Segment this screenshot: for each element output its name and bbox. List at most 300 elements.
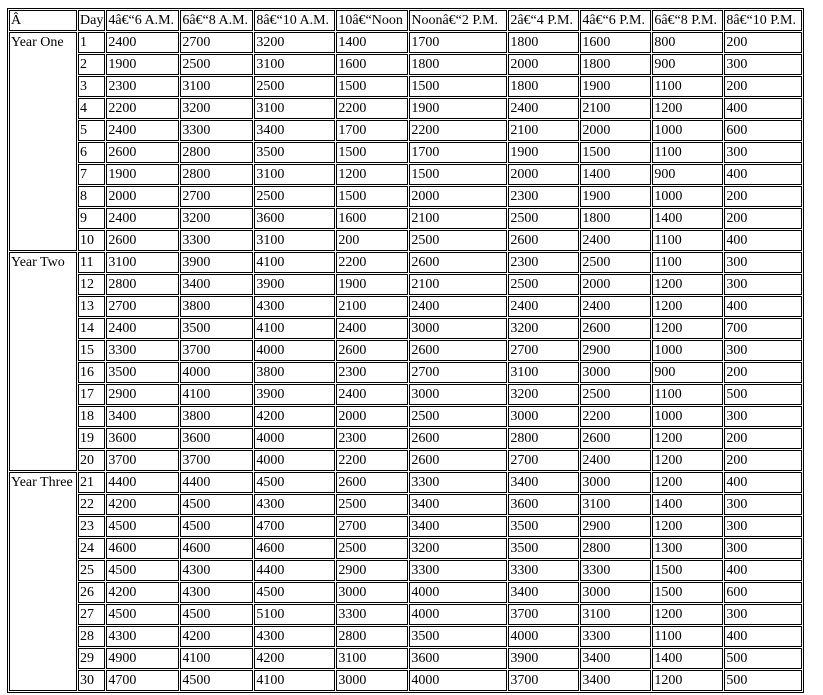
day-cell: 29 xyxy=(78,648,105,669)
value-cell: 1400 xyxy=(652,648,723,669)
value-cell: 4000 xyxy=(254,450,335,471)
table-row xyxy=(9,670,802,691)
value-cell: 1700 xyxy=(336,120,408,141)
column-header: 8â€“10 P.M. xyxy=(724,10,802,31)
value-cell: 4100 xyxy=(180,384,253,405)
table-body xyxy=(9,32,802,691)
value-cell: 4500 xyxy=(254,582,335,603)
value-cell: 3900 xyxy=(508,648,579,669)
value-cell: 300 xyxy=(724,274,802,295)
value-cell: 1200 xyxy=(652,296,723,317)
value-cell: 2400 xyxy=(580,296,651,317)
value-cell: 2500 xyxy=(508,274,579,295)
value-cell: 4700 xyxy=(106,670,179,691)
value-cell: 2600 xyxy=(508,230,579,251)
value-cell: 1200 xyxy=(652,318,723,339)
value-cell: 3700 xyxy=(180,450,253,471)
value-cell: 2500 xyxy=(180,54,253,75)
value-cell: 4200 xyxy=(254,406,335,427)
value-cell: 2800 xyxy=(180,142,253,163)
value-cell: 5100 xyxy=(254,604,335,625)
value-cell: 2700 xyxy=(409,362,507,383)
value-cell: 2100 xyxy=(580,98,651,119)
value-cell: 3500 xyxy=(508,516,579,537)
value-cell: 4100 xyxy=(254,252,335,273)
day-cell: 10 xyxy=(78,230,105,251)
value-cell: 1400 xyxy=(652,494,723,515)
column-header: 2â€“4 P.M. xyxy=(508,10,579,31)
value-cell: 3500 xyxy=(508,538,579,559)
value-cell: 1900 xyxy=(106,164,179,185)
value-cell: 1800 xyxy=(508,32,579,53)
value-cell: 1100 xyxy=(652,230,723,251)
value-cell: 2300 xyxy=(508,186,579,207)
value-cell: 1900 xyxy=(336,274,408,295)
value-cell: 4100 xyxy=(254,670,335,691)
day-cell: 22 xyxy=(78,494,105,515)
day-cell: 23 xyxy=(78,516,105,537)
value-cell: 2400 xyxy=(580,230,651,251)
value-cell: 3200 xyxy=(409,538,507,559)
value-cell: 4000 xyxy=(409,670,507,691)
value-cell: 300 xyxy=(724,406,802,427)
value-cell: 2100 xyxy=(508,120,579,141)
day-cell: 20 xyxy=(78,450,105,471)
value-cell: 3300 xyxy=(336,604,408,625)
value-cell: 600 xyxy=(724,120,802,141)
value-cell: 1100 xyxy=(652,76,723,97)
value-cell: 1600 xyxy=(580,32,651,53)
day-cell: 25 xyxy=(78,560,105,581)
value-cell: 2200 xyxy=(580,406,651,427)
value-cell: 2400 xyxy=(508,296,579,317)
value-cell: 1700 xyxy=(409,32,507,53)
table-row xyxy=(9,494,802,515)
value-cell: 2300 xyxy=(106,76,179,97)
value-cell: 1100 xyxy=(652,142,723,163)
table-row xyxy=(9,626,802,647)
table-row xyxy=(9,384,802,405)
day-cell: 30 xyxy=(78,670,105,691)
day-cell: 18 xyxy=(78,406,105,427)
value-cell: 4500 xyxy=(106,604,179,625)
value-cell: 3400 xyxy=(409,516,507,537)
value-cell: 1500 xyxy=(652,560,723,581)
table-row xyxy=(9,32,802,53)
day-cell: 8 xyxy=(78,186,105,207)
value-cell: 2700 xyxy=(180,32,253,53)
value-cell: 2600 xyxy=(409,252,507,273)
day-cell: 16 xyxy=(78,362,105,383)
value-cell: 2400 xyxy=(106,318,179,339)
value-cell: 2500 xyxy=(254,186,335,207)
corner-cell: Â xyxy=(9,10,77,31)
day-cell: 6 xyxy=(78,142,105,163)
value-cell: 4500 xyxy=(180,670,253,691)
value-cell: 300 xyxy=(724,340,802,361)
day-cell: 26 xyxy=(78,582,105,603)
value-cell: 3500 xyxy=(254,142,335,163)
day-cell: 11 xyxy=(78,252,105,273)
value-cell: 200 xyxy=(724,208,802,229)
value-cell: 300 xyxy=(724,604,802,625)
value-cell: 3100 xyxy=(580,604,651,625)
value-cell: 300 xyxy=(724,142,802,163)
day-cell: 3 xyxy=(78,76,105,97)
value-cell: 3300 xyxy=(106,340,179,361)
value-cell: 1200 xyxy=(652,516,723,537)
value-cell: 400 xyxy=(724,98,802,119)
day-cell: 13 xyxy=(78,296,105,317)
table-row xyxy=(9,582,802,603)
value-cell: 3200 xyxy=(180,208,253,229)
value-cell: 2200 xyxy=(409,120,507,141)
table-row xyxy=(9,164,802,185)
value-cell: 3500 xyxy=(409,626,507,647)
value-cell: 400 xyxy=(724,296,802,317)
table-row xyxy=(9,428,802,449)
table-row xyxy=(9,274,802,295)
value-cell: 4400 xyxy=(106,472,179,493)
value-cell: 2900 xyxy=(580,340,651,361)
value-cell: 3300 xyxy=(180,230,253,251)
value-cell: 1500 xyxy=(336,186,408,207)
value-cell: 2600 xyxy=(409,340,507,361)
value-cell: 2200 xyxy=(106,98,179,119)
value-cell: 1800 xyxy=(580,208,651,229)
value-cell: 3100 xyxy=(254,164,335,185)
value-cell: 4300 xyxy=(106,626,179,647)
value-cell: 4400 xyxy=(180,472,253,493)
value-cell: 3600 xyxy=(508,494,579,515)
value-cell: 900 xyxy=(652,362,723,383)
day-cell: 14 xyxy=(78,318,105,339)
value-cell: 1200 xyxy=(652,274,723,295)
value-cell: 2500 xyxy=(409,230,507,251)
value-cell: 400 xyxy=(724,472,802,493)
value-cell: 4000 xyxy=(409,582,507,603)
value-cell: 4500 xyxy=(180,494,253,515)
year-group-label: Year Two xyxy=(9,252,77,471)
value-cell: 200 xyxy=(724,450,802,471)
value-cell: 2400 xyxy=(106,120,179,141)
value-cell: 2500 xyxy=(254,76,335,97)
table-row xyxy=(9,318,802,339)
value-cell: 4500 xyxy=(106,560,179,581)
value-cell: 800 xyxy=(652,32,723,53)
value-cell: 200 xyxy=(724,428,802,449)
value-cell: 4500 xyxy=(254,472,335,493)
value-cell: 2800 xyxy=(580,538,651,559)
value-cell: 2400 xyxy=(106,32,179,53)
value-cell: 1500 xyxy=(409,164,507,185)
value-cell: 1600 xyxy=(336,208,408,229)
value-cell: 2500 xyxy=(336,538,408,559)
value-cell: 4600 xyxy=(254,538,335,559)
value-cell: 3300 xyxy=(508,560,579,581)
value-cell: 2300 xyxy=(336,362,408,383)
value-cell: 1200 xyxy=(652,472,723,493)
value-cell: 4500 xyxy=(180,604,253,625)
value-cell: 400 xyxy=(724,626,802,647)
value-cell: 200 xyxy=(724,76,802,97)
value-cell: 1200 xyxy=(652,604,723,625)
table-row xyxy=(9,406,802,427)
value-cell: 2700 xyxy=(336,516,408,537)
value-cell: 3100 xyxy=(106,252,179,273)
value-cell: 2100 xyxy=(336,296,408,317)
value-cell: 3800 xyxy=(254,362,335,383)
value-cell: 3200 xyxy=(180,98,253,119)
column-header: Day xyxy=(78,10,105,31)
value-cell: 2200 xyxy=(336,98,408,119)
column-header: 6â€“8 A.M. xyxy=(180,10,253,31)
day-cell: 7 xyxy=(78,164,105,185)
value-cell: 1300 xyxy=(652,538,723,559)
day-cell: 24 xyxy=(78,538,105,559)
table-row xyxy=(9,120,802,141)
value-cell: 2000 xyxy=(508,164,579,185)
value-cell: 4200 xyxy=(180,626,253,647)
day-cell: 1 xyxy=(78,32,105,53)
traffic-data-table xyxy=(7,8,804,693)
value-cell: 4000 xyxy=(180,362,253,383)
value-cell: 3000 xyxy=(580,362,651,383)
value-cell: 3300 xyxy=(580,560,651,581)
value-cell: 4500 xyxy=(180,516,253,537)
table-row xyxy=(9,450,802,471)
value-cell: 4600 xyxy=(180,538,253,559)
value-cell: 3600 xyxy=(254,208,335,229)
value-cell: 3100 xyxy=(254,230,335,251)
value-cell: 3400 xyxy=(254,120,335,141)
value-cell: 600 xyxy=(724,582,802,603)
value-cell: 4200 xyxy=(106,494,179,515)
value-cell: 2600 xyxy=(409,450,507,471)
value-cell: 3000 xyxy=(409,384,507,405)
value-cell: 2600 xyxy=(336,340,408,361)
table-row xyxy=(9,208,802,229)
column-header: 4â€“6 A.M. xyxy=(106,10,179,31)
value-cell: 1100 xyxy=(652,626,723,647)
day-cell: 17 xyxy=(78,384,105,405)
value-cell: 2800 xyxy=(336,626,408,647)
value-cell: 1000 xyxy=(652,120,723,141)
value-cell: 300 xyxy=(724,252,802,273)
value-cell: 3000 xyxy=(508,406,579,427)
value-cell: 3700 xyxy=(508,670,579,691)
value-cell: 2000 xyxy=(409,186,507,207)
value-cell: 2000 xyxy=(106,186,179,207)
value-cell: 3800 xyxy=(180,406,253,427)
value-cell: 4000 xyxy=(508,626,579,647)
value-cell: 300 xyxy=(724,538,802,559)
table-row xyxy=(9,252,802,273)
value-cell: 1900 xyxy=(409,98,507,119)
value-cell: 1200 xyxy=(336,164,408,185)
value-cell: 3300 xyxy=(180,120,253,141)
value-cell: 4200 xyxy=(254,648,335,669)
value-cell: 2800 xyxy=(180,164,253,185)
value-cell: 1200 xyxy=(652,670,723,691)
day-cell: 12 xyxy=(78,274,105,295)
value-cell: 2500 xyxy=(508,208,579,229)
value-cell: 2600 xyxy=(409,428,507,449)
value-cell: 4200 xyxy=(106,582,179,603)
table-row xyxy=(9,538,802,559)
value-cell: 2000 xyxy=(580,274,651,295)
value-cell: 4000 xyxy=(409,604,507,625)
value-cell: 4700 xyxy=(254,516,335,537)
header-row xyxy=(9,10,802,31)
value-cell: 3200 xyxy=(254,32,335,53)
value-cell: 3000 xyxy=(336,670,408,691)
day-cell: 2 xyxy=(78,54,105,75)
value-cell: 1500 xyxy=(336,76,408,97)
value-cell: 3000 xyxy=(580,582,651,603)
value-cell: 1900 xyxy=(106,54,179,75)
value-cell: 2100 xyxy=(409,274,507,295)
value-cell: 2700 xyxy=(106,296,179,317)
value-cell: 3300 xyxy=(409,472,507,493)
value-cell: 3600 xyxy=(409,648,507,669)
day-cell: 28 xyxy=(78,626,105,647)
table-row xyxy=(9,230,802,251)
value-cell: 400 xyxy=(724,164,802,185)
value-cell: 3000 xyxy=(336,582,408,603)
value-cell: 4300 xyxy=(180,582,253,603)
value-cell: 4300 xyxy=(254,626,335,647)
value-cell: 3700 xyxy=(180,340,253,361)
value-cell: 2400 xyxy=(106,208,179,229)
value-cell: 3100 xyxy=(508,362,579,383)
value-cell: 3200 xyxy=(508,384,579,405)
day-cell: 9 xyxy=(78,208,105,229)
value-cell: 2600 xyxy=(580,318,651,339)
value-cell: 2900 xyxy=(580,516,651,537)
day-cell: 5 xyxy=(78,120,105,141)
value-cell: 1000 xyxy=(652,406,723,427)
value-cell: 4300 xyxy=(254,296,335,317)
table-row xyxy=(9,296,802,317)
value-cell: 500 xyxy=(724,384,802,405)
value-cell: 2500 xyxy=(409,406,507,427)
day-cell: 15 xyxy=(78,340,105,361)
table-row xyxy=(9,142,802,163)
value-cell: 2500 xyxy=(580,384,651,405)
value-cell: 1800 xyxy=(409,54,507,75)
value-cell: 2900 xyxy=(106,384,179,405)
value-cell: 2300 xyxy=(336,428,408,449)
value-cell: 3400 xyxy=(106,406,179,427)
day-cell: 21 xyxy=(78,472,105,493)
value-cell: 1800 xyxy=(508,76,579,97)
value-cell: 3400 xyxy=(580,670,651,691)
value-cell: 1900 xyxy=(580,76,651,97)
value-cell: 1800 xyxy=(580,54,651,75)
value-cell: 4300 xyxy=(254,494,335,515)
value-cell: 3500 xyxy=(180,318,253,339)
value-cell: 2400 xyxy=(580,450,651,471)
value-cell: 2200 xyxy=(336,450,408,471)
value-cell: 2600 xyxy=(580,428,651,449)
value-cell: 2400 xyxy=(409,296,507,317)
value-cell: 2600 xyxy=(106,142,179,163)
table-row xyxy=(9,54,802,75)
day-cell: 4 xyxy=(78,98,105,119)
value-cell: 3700 xyxy=(106,450,179,471)
value-cell: 1000 xyxy=(652,340,723,361)
table-row xyxy=(9,604,802,625)
value-cell: 3400 xyxy=(508,472,579,493)
value-cell: 2400 xyxy=(508,98,579,119)
value-cell: 1500 xyxy=(336,142,408,163)
value-cell: 3500 xyxy=(106,362,179,383)
table-row xyxy=(9,516,802,537)
value-cell: 3900 xyxy=(254,274,335,295)
value-cell: 2700 xyxy=(508,450,579,471)
value-cell: 2800 xyxy=(508,428,579,449)
table-row xyxy=(9,560,802,581)
table-row xyxy=(9,648,802,669)
value-cell: 2000 xyxy=(336,406,408,427)
value-cell: 1700 xyxy=(409,142,507,163)
table-row xyxy=(9,98,802,119)
value-cell: 4600 xyxy=(106,538,179,559)
value-cell: 1600 xyxy=(336,54,408,75)
value-cell: 3200 xyxy=(508,318,579,339)
value-cell: 1200 xyxy=(652,98,723,119)
value-cell: 500 xyxy=(724,648,802,669)
value-cell: 3000 xyxy=(580,472,651,493)
value-cell: 1500 xyxy=(409,76,507,97)
value-cell: 3400 xyxy=(180,274,253,295)
value-cell: 400 xyxy=(724,560,802,581)
value-cell: 2400 xyxy=(336,318,408,339)
value-cell: 1200 xyxy=(652,450,723,471)
value-cell: 3000 xyxy=(409,318,507,339)
value-cell: 3600 xyxy=(106,428,179,449)
value-cell: 4300 xyxy=(180,560,253,581)
value-cell: 4100 xyxy=(254,318,335,339)
value-cell: 300 xyxy=(724,54,802,75)
day-cell: 19 xyxy=(78,428,105,449)
value-cell: 3300 xyxy=(409,560,507,581)
table-row xyxy=(9,76,802,97)
column-header: 8â€“10 A.M. xyxy=(254,10,335,31)
value-cell: 3400 xyxy=(580,648,651,669)
value-cell: 2100 xyxy=(409,208,507,229)
value-cell: 3400 xyxy=(409,494,507,515)
column-header: 4â€“6 P.M. xyxy=(580,10,651,31)
value-cell: 2200 xyxy=(336,252,408,273)
value-cell: 4500 xyxy=(106,516,179,537)
value-cell: 1400 xyxy=(580,164,651,185)
value-cell: 3800 xyxy=(180,296,253,317)
value-cell: 1400 xyxy=(336,32,408,53)
value-cell: 2000 xyxy=(580,120,651,141)
value-cell: 3900 xyxy=(254,384,335,405)
value-cell: 1900 xyxy=(508,142,579,163)
value-cell: 300 xyxy=(724,516,802,537)
value-cell: 900 xyxy=(652,54,723,75)
value-cell: 200 xyxy=(724,186,802,207)
table-row xyxy=(9,186,802,207)
value-cell: 1200 xyxy=(652,428,723,449)
value-cell: 2800 xyxy=(106,274,179,295)
column-header: 10â€“Noon xyxy=(336,10,408,31)
value-cell: 3700 xyxy=(508,604,579,625)
